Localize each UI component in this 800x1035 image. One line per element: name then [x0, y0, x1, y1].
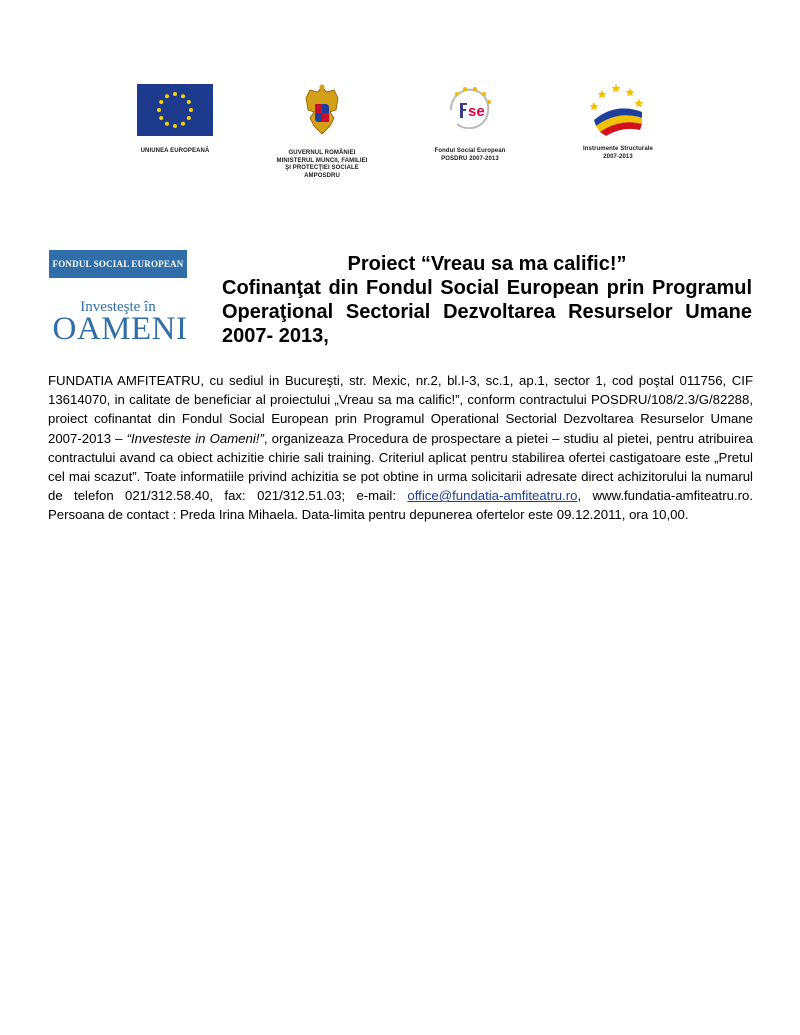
eu-logo — [130, 80, 220, 156]
announcement-paragraph — [48, 371, 753, 525]
paragraph-part-2: , organizeaza Procedura de prospectare a pietei – studiu al pietei, pentru atribuirea contractului avand ca obiect achizitie chirie sali training. Criteriul aplicat pentru stabilirea ofertei castigatoare este „Pretul cel mai scazut”. Toate informatiile privind achizitia se pot obtine in urma solicitarii adresate direct achizitorului la numarul de telefon 021/312.58.40, fax: 021/312.51.03; e-mail: — [48, 430, 754, 504]
romania-coat-of-arms-icon — [300, 82, 344, 138]
email-link[interactable]: office@fundatia-amfiteatru.ro — [407, 488, 578, 504]
instrumente-structurale-logo — [568, 80, 668, 161]
oameni-text: OAMENI — [52, 311, 188, 347]
cofinancing-title: Cofinanţat din Fondul Social European prin Programul Operaţional Sectorial Dezvoltarea Resurselor Umane 2007- 2013, — [222, 277, 752, 347]
project-title: Proiect “Vreau sa ma calific!” — [347, 253, 627, 275]
is-caption-line-2: 2007-2013 — [603, 153, 633, 160]
fse-caption-line-2: POSDRU 2007-2013 — [441, 155, 499, 162]
gov-caption-line-3: ŞI PROTECŢIEI SOCIALE — [285, 165, 359, 171]
fondul-social-european-banner: FONDUL SOCIAL EUROPEAN — [49, 250, 187, 278]
fse-logo-icon — [443, 82, 497, 138]
investeste-in-text: Investeşte în — [80, 299, 156, 315]
svg-text:se: se — [468, 103, 485, 120]
government-logo — [262, 80, 382, 180]
gov-caption-line-4: AMPOSDRU — [304, 172, 340, 179]
eu-caption: UNIUNEA EUROPEANĂ — [140, 148, 210, 154]
fse-caption-line-1: Fondul Social European — [434, 148, 506, 154]
fse-logo — [420, 80, 520, 163]
is-caption-line-1: Instrumente Structurale — [583, 146, 653, 152]
paragraph-part-1: FUNDATIA AMFITEATRU, cu sediul in Bucureşti, str. Mexic, nr.2, bl.I-3, sc.1, ap.1, sector 1, cod poştal 011756, CIF 13614070, in calitate de beneficiar al proiectului „Vreau sa ma calific!”, conform contractului POSDRU/108/2.3/G/82288, proiect cofinantat din Fondul Social European prin Programul Operational Sectorial Dezvoltarea Resurselor Umane 2007-2013 – — [48, 373, 753, 446]
paragraph-part-3: , www.fundatia-amfiteatru.ro. Persoana de contact : Preda Irina Mihaela. Data-limita pentru depunerea ofertelor este 09.12.2011, ora 10,00. — [48, 488, 754, 523]
investeste-quote: “Investeste in Oameni!” — [126, 430, 264, 446]
gov-caption-line-2: MINISTERUL MUNCII, FAMILIEI — [276, 157, 368, 164]
instrumente-structurale-icon — [588, 80, 648, 138]
gov-caption-line-1: GUVERNUL ROMÂNIEI — [288, 150, 356, 156]
eu-flag-icon — [137, 84, 213, 136]
